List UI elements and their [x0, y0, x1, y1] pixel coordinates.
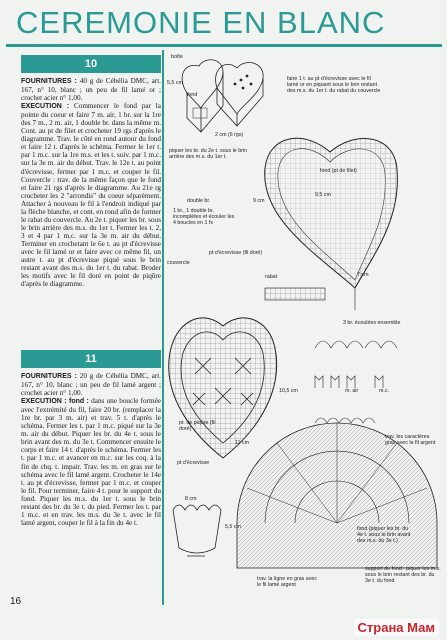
fournitures-label: FOURNITURES : — [21, 373, 77, 380]
fournitures-text: 20 g de Cébélia DMC, art. 167, n° 10, blanc ; un peu de fil lamé argent ; crochet acier n° 1,00. — [21, 372, 161, 398]
fournitures-label: FOURNITURES : — [21, 78, 77, 85]
legend-double-br: double br. — [187, 198, 211, 204]
watermark-logo: Страна Мам — [354, 619, 439, 636]
label-dim-2cm: 2 cm (6 rgs) — [215, 132, 244, 138]
label-fond-piquer: fond (piquer les br. du 4e t. sous le brin avant des m.s. du 3e t.) — [357, 526, 411, 544]
title-rule — [6, 44, 442, 47]
label-br-ecoulees: 3 br. écoulées ensemble — [343, 320, 401, 326]
label-boite: boîte — [171, 54, 183, 60]
stitch-detail-diagrams — [315, 341, 397, 423]
page-number: 16 — [10, 596, 22, 607]
legend-br: 1 br., 1 double br. incomplètes et écouler les 4 boucles en 1 fs — [173, 208, 235, 226]
note-ecrevisse-top: faire 1 t. au pt d'écrevisse avec le fil lamé or en piquant sous le brin restant des m.s. du 1er t. du rabat du couvercle — [287, 76, 381, 94]
label-trav-caracteres: trav. les caractères gras avec le fil argent — [385, 434, 436, 446]
column-divider — [162, 50, 164, 605]
pattern-10-text — [21, 77, 161, 288]
cup-illustration — [173, 505, 221, 556]
label-fond-center: fond (pt de filet) — [320, 168, 357, 174]
instructions-column — [21, 55, 161, 600]
label-dim-55cm-cup: 5,5 cm — [225, 524, 241, 530]
pattern-number-11: 11 — [21, 350, 161, 368]
label-dim-11cm: 11 cm — [235, 440, 250, 446]
label-dim-105cm: 10,5 cm — [279, 388, 298, 394]
label-dim-7cm: 7 cm — [357, 272, 369, 278]
legend-m-air: m. air — [345, 388, 359, 394]
label-dim-5cm: 5,5 cm — [167, 80, 183, 86]
label-dim-9cm: 9 cm — [253, 198, 265, 204]
pattern-11-text — [21, 372, 161, 527]
execution-label: EXECUTION : fond : — [21, 398, 89, 406]
execution-text: dans une boucle formée avec l'extrémité du fil, faire 20 br. (remplacer la 1re br. par 3 m. air) et trav. 5 t. d'après le schéma. Fermer les t. par 1 m.c. piqué sur la 3e m. air du début. Piquer les br. du 4e t. sous le brin avant des m. du 3e t. Commencer ensuite le corps et faire 14 t. d'après le schéma. Fermer les t. par 1 m.c. et avancer en m.c. sur les coq. à la fin de chq. t. impair. Trav. les m. en gras sur le schéma avec le fil lamé argent. Crocheter le 14e t. au pt d'écrevisse, fermer par 1 m.c. et couper le fil. Pour terminer, faire 4 t. pour le support du fond. Piquer les m.s. du 1er t. sous le brin restant des br. du 3e t. du pied. Fermer les t. par 1 m.c. et en trav. les m.s. du 3e t. avec le fil lamé argent, couper le fil à la fin du 4e t. — [21, 397, 161, 527]
label-support: support du fond : piquer les m.s. sous le brin restant des br. du 3e t. du fond — [365, 566, 441, 584]
pattern-number-10: 10 — [21, 55, 161, 73]
crochet-diagrams — [165, 48, 445, 618]
execution-label: EXECUTION : — [21, 103, 70, 111]
label-rabat: rabat — [265, 274, 278, 280]
label-couvercle: couvercle — [167, 260, 190, 266]
label-trav-ligne: trav. la ligne en gras avec le fil lamé argent — [257, 576, 317, 588]
note-piquer: piquer les br. du 2e t. sous le brin arrière des m.s. du 1er t. — [169, 148, 248, 160]
label-pt-ecrevisse-dore: pt d'écrevisse (fil doré) — [209, 250, 263, 256]
fournitures-text: 40 g de Cébélia DMC, art. 167, n° 10, blanc ; un peu de fil lamé or ; crochet acier n° 1,00. — [21, 77, 161, 103]
execution-text: Commencer le fond par la pointe du coeur et faire 7 m. air, 1 br. sur la 1re des 7 m., 2 m. air, 1 double br. dans la même m. Cont. au pt de filet et crocheter 19 rgs d'après le diagramme. Trav. le côté en rond autour du fond et faire 12 t. d'après le schéma. Fermer le 1er t. par 1 m.c. sur la 1re m.s. et les t. suiv. par 1 m.c. sur la 3e m. air du début. Trav. le 12e t. au point d'écrevisse, fermer par 1 m.c. et couper le fil. Couvercle : trav. de la même façon que le fond et faire 21 rgs d'après le diagramme. Au 21e rg crocheter les 2 "arrondis" du coeur séparément. Attacher à nouveau le fil à l'endroit indiqué par la flèche blanche, et cont. en rond afin de former le rabat du couvercle. Au 2e t. piquer les br. sous le brin arrière des m.s. du 1er t. Fermer les t. 2, 3 et 4 par 1 m.c. sur la 3e m. air du début. Terminer en crochetant le 6e t. au pt d'écrevisse avec le fil lamé or et faire avec ce même fil, un autre t. au pt d'écrevisse piqué sous le brin restant avant des m.s. du 1er t. du rabat. Broder les motifs avec le fil doré en point de piqûre d'après le diagramme. — [21, 102, 161, 289]
label-pt-ecrevisse-mid: pt d'écrevisse — [177, 460, 210, 466]
label-dim-8cm: 8 cm — [185, 496, 197, 502]
fond-heart-chart — [265, 138, 398, 310]
label-dim-95cm: 9,5 cm — [315, 192, 331, 198]
legend-mc: m.c. — [379, 388, 390, 394]
label-fond-top: fond — [187, 92, 198, 98]
page-title: CEREMONIE EN BLANC — [16, 5, 386, 40]
label-pt-piqure: pt. de piqûre (fil doré) — [179, 420, 216, 432]
